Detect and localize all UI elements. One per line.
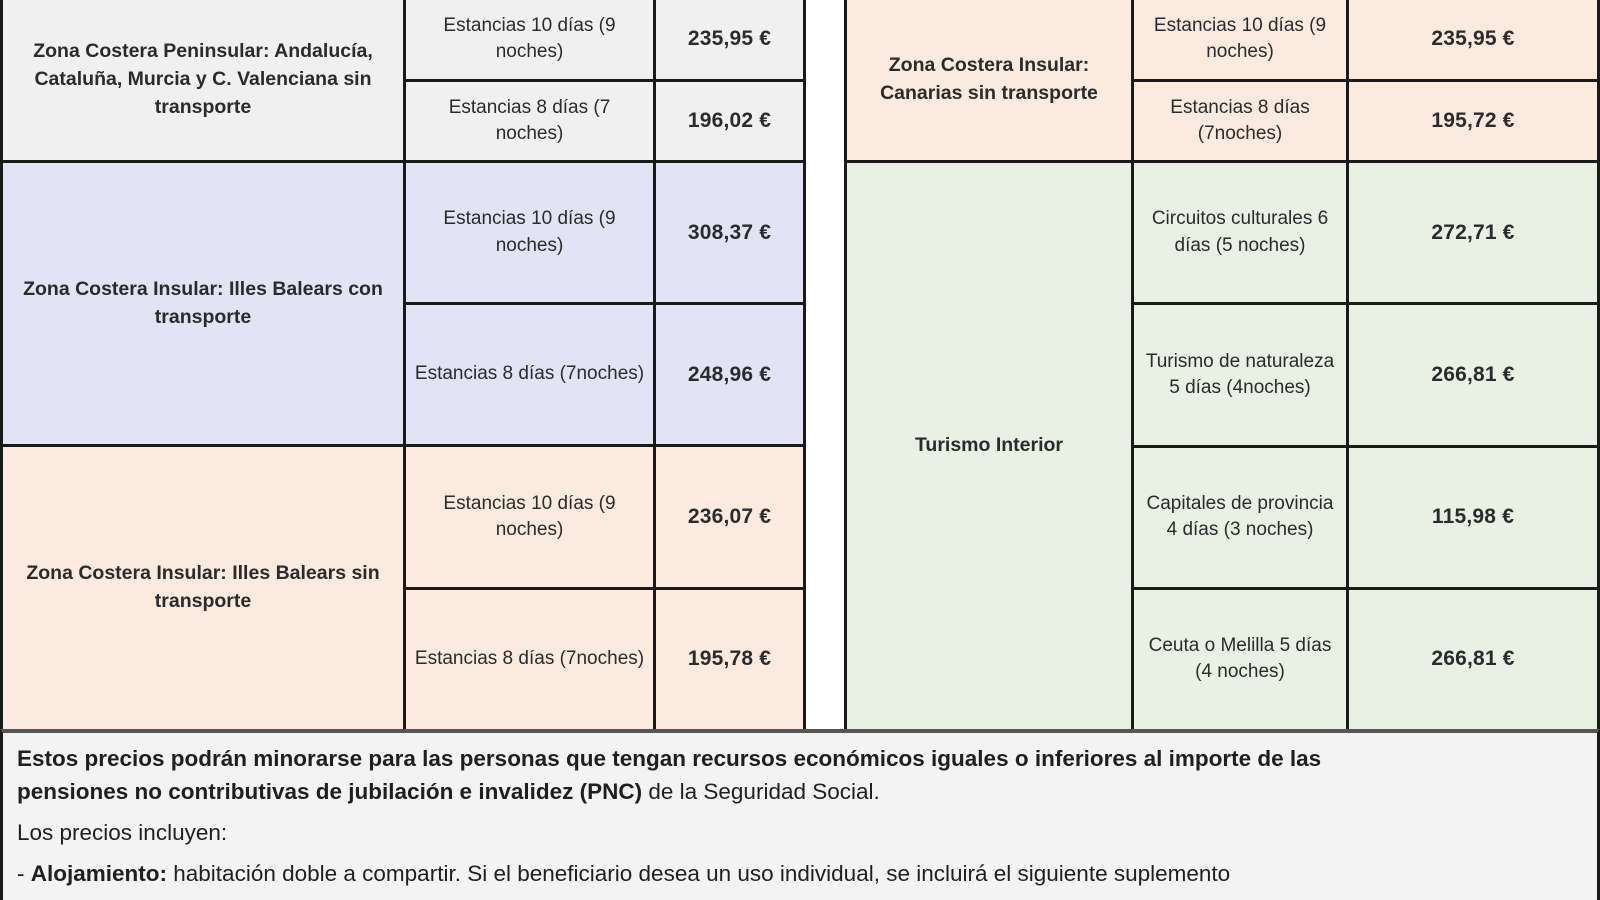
stay-description: Turismo de naturaleza 5 días (4noches) — [1134, 305, 1349, 444]
footnote-line-2-bold: pensiones no contributivas de jubilación e invalidez (PNC) — [17, 779, 643, 805]
subrow-group — [406, 0, 806, 160]
footnote-line-2-rest: de la Seguridad Social. — [642, 779, 880, 805]
category-label: Zona Costera Insular: Illes Balears con transporte — [0, 163, 406, 444]
price-value: 115,98 € — [1349, 448, 1600, 587]
stay-description: Estancias 10 días (9 noches) — [406, 0, 656, 79]
table-row — [1134, 0, 1600, 82]
table-row — [0, 163, 806, 447]
category-label: Zona Costera Peninsular: Andalucía, Cataluña, Murcia y C. Valenciana sin transporte — [0, 0, 406, 160]
footnote-line-3: Los precios incluyen: — [17, 820, 228, 846]
stay-description: Estancias 8 días (7noches) — [1134, 82, 1349, 161]
footnote-block — [0, 729, 1600, 900]
subrow-group — [1134, 163, 1600, 729]
table-row — [406, 0, 806, 82]
stay-description: Estancias 10 días (9 noches) — [406, 447, 656, 587]
stay-description: Capitales de provincia 4 días (3 noches) — [1134, 448, 1349, 587]
footnote-bullet: - — [17, 861, 31, 887]
stay-description: Estancias 8 días (7noches) — [406, 590, 656, 730]
table-row — [1134, 82, 1600, 161]
left-price-table — [0, 0, 806, 729]
price-value: 196,02 € — [656, 82, 806, 161]
table-row — [406, 447, 806, 590]
table-row — [1134, 305, 1600, 447]
right-price-table — [844, 0, 1600, 729]
stay-description: Circuitos culturales 6 días (5 noches) — [1134, 163, 1349, 302]
subrow-group — [1134, 0, 1600, 160]
table-row — [1134, 448, 1600, 590]
stay-description: Estancias 10 días (9 noches) — [406, 163, 656, 302]
table-row — [844, 0, 1600, 163]
footnote-line-4-rest: habitación doble a compartir. Si el beneficiario desea un uso individual, se incluirá el siguiente suplemento — [167, 861, 1231, 887]
price-value: 266,81 € — [1349, 590, 1600, 729]
stay-description: Estancias 8 días (7noches) — [406, 305, 656, 444]
price-value: 272,71 € — [1349, 163, 1600, 302]
footnote-line-1-text: Estos precios podrán minorarse para las personas que tengan recursos económicos iguales o inferiores al importe de las — [17, 746, 1322, 771]
stay-description: Ceuta o Melilla 5 días (4 noches) — [1134, 590, 1349, 729]
footnote-line-4-bold: Alojamiento: — [30, 861, 168, 887]
table-row — [0, 0, 806, 163]
category-label: Zona Costera Insular: Illes Balears sin transporte — [0, 447, 406, 729]
price-value: 266,81 € — [1349, 305, 1600, 444]
footnote-line-1 — [17, 742, 1583, 775]
subrow-group — [406, 447, 806, 729]
category-label: Turismo Interior — [844, 163, 1134, 729]
price-value: 195,78 € — [656, 590, 806, 730]
price-value: 248,96 € — [656, 305, 806, 444]
table-row — [406, 163, 806, 305]
table-row — [406, 305, 806, 444]
price-value: 235,95 € — [1349, 0, 1600, 79]
table-row — [1134, 590, 1600, 729]
subrow-group — [406, 163, 806, 444]
price-value: 235,95 € — [656, 0, 806, 79]
table-row — [0, 447, 806, 729]
table-gutter — [806, 0, 844, 729]
footnote-line-2 — [17, 775, 1583, 808]
stay-description: Estancias 10 días (9 noches) — [1134, 0, 1349, 79]
category-label: Zona Costera Insular: Canarias sin transporte — [844, 0, 1134, 160]
table-row — [406, 82, 806, 161]
stay-description: Estancias 8 días (7 noches) — [406, 82, 656, 161]
price-value: 236,07 € — [656, 447, 806, 587]
table-row — [406, 590, 806, 730]
table-row — [1134, 163, 1600, 305]
price-value: 195,72 € — [1349, 82, 1600, 161]
table-row — [844, 163, 1600, 729]
price-value: 308,37 € — [656, 163, 806, 302]
footnote-line-4 — [17, 857, 1583, 890]
